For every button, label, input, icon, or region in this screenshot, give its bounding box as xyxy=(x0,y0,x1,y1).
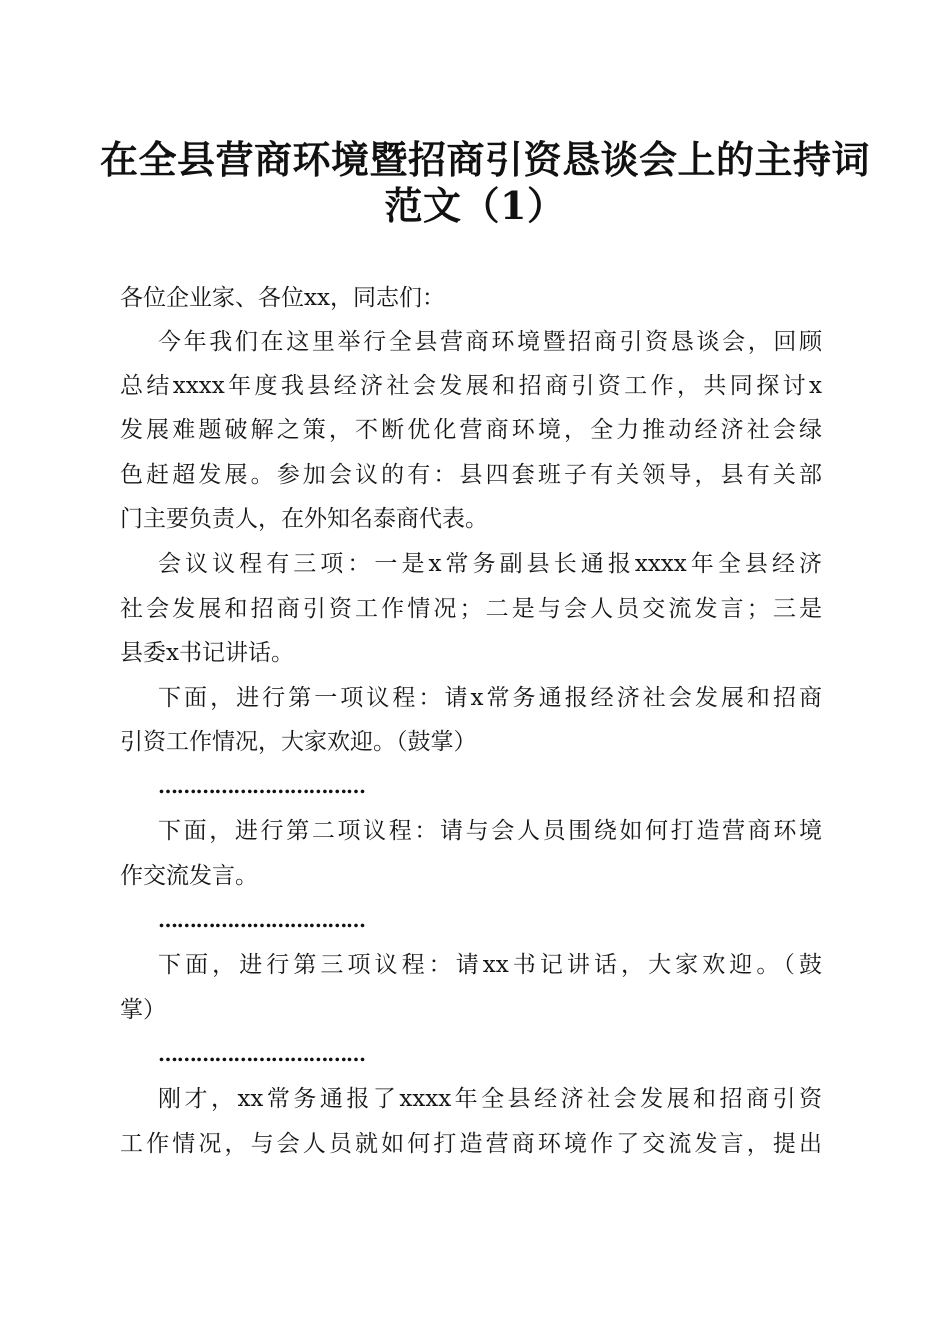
paragraph-4-line-1: 下面，进行第二项议程：请与会人员围绕如何打造营商环境 xyxy=(158,818,822,844)
document-title-line-1: 在全县营商环境暨招商引资恳谈会上的主持词 xyxy=(100,137,871,182)
paragraph-6-line-1: 刚才，xx常务通报了xxxx年全县经济社会发展和招商引资 xyxy=(158,1086,822,1112)
paragraph-1-line-2: 总结xxxx年度我县经济社会发展和招商引资工作，共同探讨x xyxy=(120,373,822,399)
paragraph-5-line-2: 掌） xyxy=(120,997,166,1023)
paragraph-1-line-1: 今年我们在这里举行全县营商环境暨招商引资恳谈会，回顾 xyxy=(158,329,822,355)
salutation: 各位企业家、各位xx，同志们： xyxy=(120,285,445,311)
ellipsis-separator-1: …………………………… xyxy=(158,774,365,798)
paragraph-2-line-1: 会议议程有三项：一是x常务副县长通报xxxx年全县经济 xyxy=(158,551,822,577)
paragraph-1-line-5: 门主要负责人，在外知名泰商代表。 xyxy=(120,506,488,532)
document-title-line-2: 范文（1） xyxy=(384,183,566,228)
paragraph-6-line-2: 工作情况，与会人员就如何打造营商环境作了交流发言，提出 xyxy=(120,1131,822,1157)
paragraph-1-line-4: 色赶超发展。参加会议的有：县四套班子有关领导，县有关部 xyxy=(120,462,822,488)
paragraph-1-line-3: 发展难题破解之策，不断优化营商环境，全力推动经济社会绿 xyxy=(120,417,822,443)
paragraph-3-line-1: 下面，进行第一项议程：请x常务通报经济社会发展和招商 xyxy=(158,685,822,711)
ellipsis-separator-2: …………………………… xyxy=(158,908,365,932)
paragraph-4-line-2: 作交流发言。 xyxy=(120,863,258,889)
paragraph-3-line-2: 引资工作情况，大家欢迎。（鼓掌） xyxy=(120,729,477,755)
ellipsis-separator-3: …………………………… xyxy=(158,1042,365,1066)
paragraph-2-line-3: 县委x书记讲话。 xyxy=(120,640,294,666)
paragraph-2-line-2: 社会发展和招商引资工作情况；二是与会人员交流发言；三是 xyxy=(120,596,822,622)
paragraph-5-line-1: 下面，进行第三项议程：请xx书记讲话，大家欢迎。（鼓 xyxy=(158,952,822,978)
